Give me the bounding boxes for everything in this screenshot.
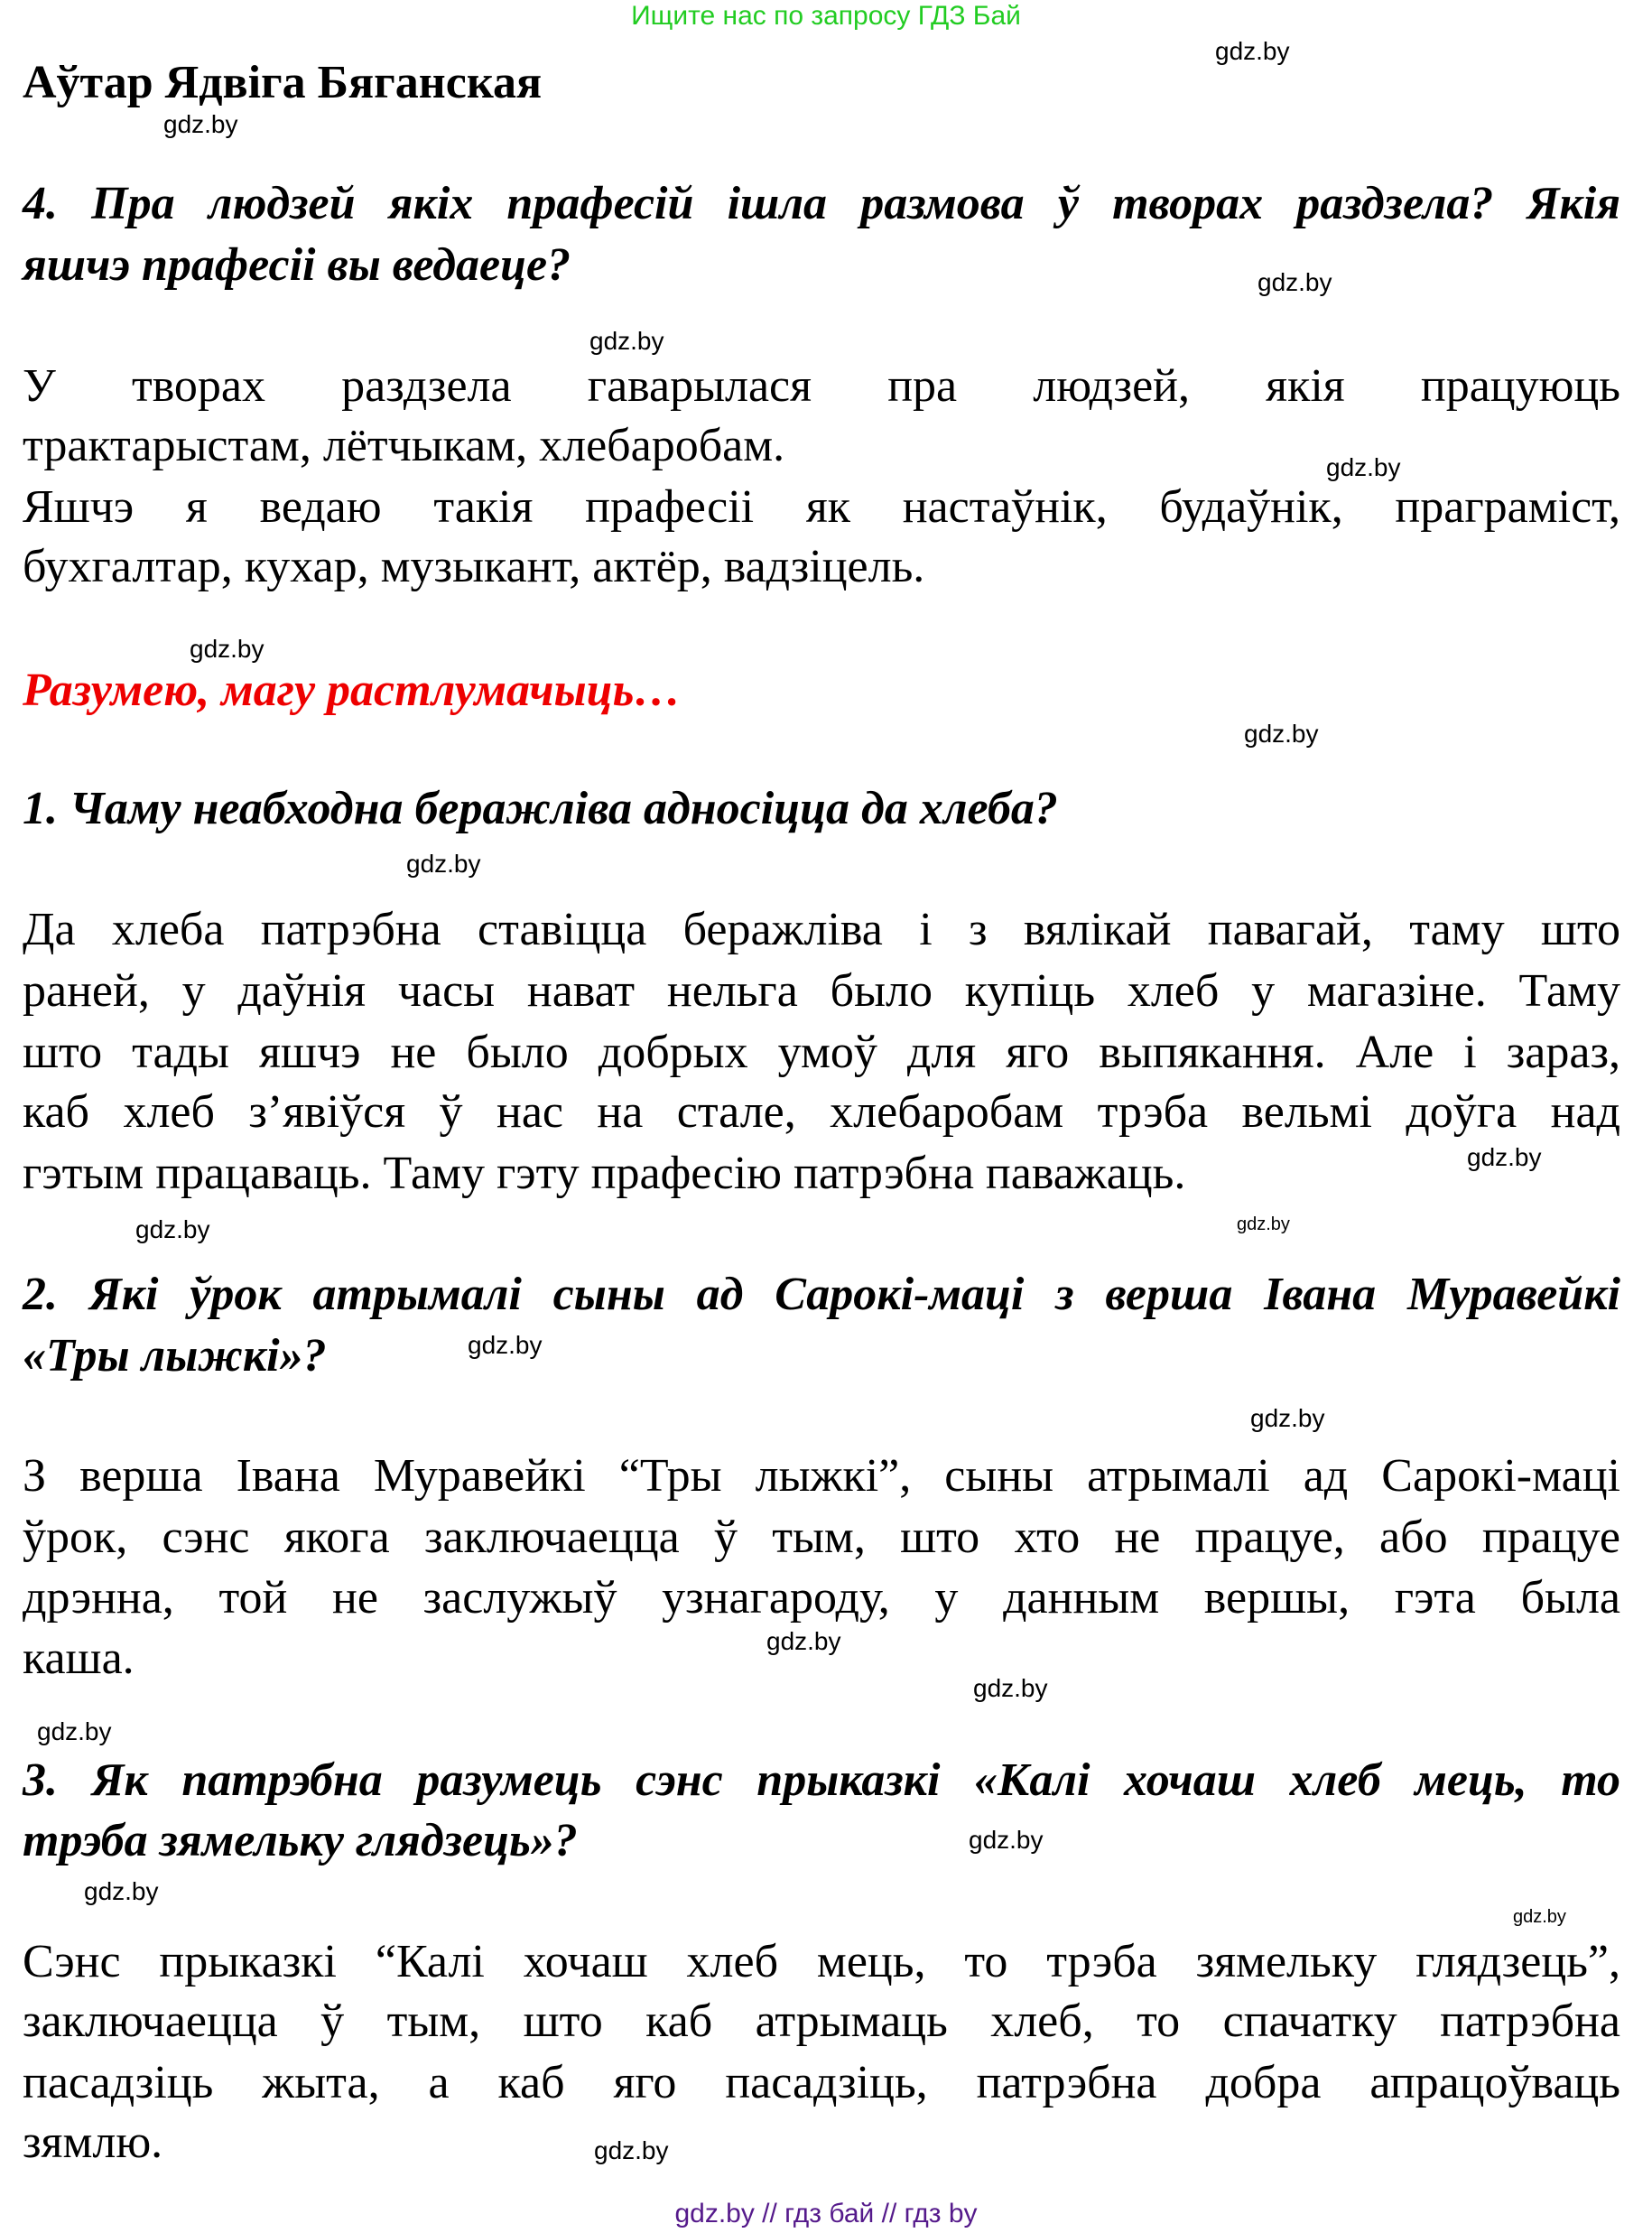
watermark: gdz.by [84, 1877, 159, 1905]
watermark: gdz.by [589, 327, 664, 355]
answer-3-line: зямлю. [23, 2117, 163, 2168]
question-4-line: 4. Пра людзей якіх прафесій ішла размова ў творах раздзела? Якія [23, 178, 1620, 229]
question-1-line: 1. Чаму неабходна беражліва адносіцца да хлеба? [23, 783, 1058, 834]
watermark: gdz.by [1258, 268, 1332, 296]
watermark: gdz.by [406, 850, 481, 878]
answer-1-line: гэтым працаваць. Таму гэту прафесію патрэбна паважаць. [23, 1148, 1186, 1199]
answer-1-line: Да хлеба патрэбна ставіцца беражліва і з вялікай павагай, таму што [23, 904, 1620, 955]
watermark: gdz.by [1244, 720, 1319, 748]
answer-4-line: Яшчэ я ведаю такія прафесіі як настаўнік, будаўнік, праграміст, [23, 481, 1620, 533]
watermark: gdz.by [1250, 1404, 1325, 1432]
author-title: Аўтар Ядвіга Бяганская [23, 57, 543, 108]
answer-2-line: З верша Івана Муравейкі “Тры лыжкі”, сыны атрымалі ад Сарокі-маці [23, 1450, 1620, 1502]
answer-3-line: пасадзіць жыта, а каб яго пасадзіць, патрэбна добра апрацоўваць [23, 2057, 1620, 2108]
answer-1-line: што тады яшчэ не было добрых умоў для яго выпякання. Але і зараз, [23, 1027, 1620, 1078]
watermark: gdz.by [163, 110, 238, 138]
watermark: gdz.by [135, 1215, 210, 1243]
answer-3-line: Сэнс прыказкі “Калі хочаш хлеб мець, то трэба зямельку глядзець”, [23, 1936, 1620, 1987]
answer-4-line: трактарыстам, лётчыкам, хлебаробам. [23, 420, 785, 471]
watermark: gdz.by [468, 1331, 543, 1359]
watermark: gdz.by [1215, 37, 1290, 65]
watermark: gdz.by [37, 1717, 112, 1745]
answer-3-line: заключаецца ў тым, што каб атрымаць хлеб, то спачатку патрэбна [23, 1996, 1620, 2047]
watermark: gdz.by [973, 1674, 1048, 1702]
watermark: gdz.by [766, 1627, 841, 1655]
answer-2-line: дрэнна, той не заслужыў узнагароду, у данным вершы, гэта была [23, 1572, 1620, 1624]
answer-4-line: У творах раздзела гаварылася пра людзей, якія працуюць [23, 360, 1620, 412]
question-4-line: яшчэ прафесіі вы ведаеце? [23, 239, 571, 291]
watermark: gdz.by [969, 1826, 1044, 1854]
question-2-line: «Тры лыжкі»? [23, 1330, 327, 1382]
section-heading: Разумею, магу растлумачыць… [23, 665, 682, 716]
answer-1-line: раней, у даўнія часы нават нельга было купіць хлеб у магазіне. Таму [23, 965, 1620, 1017]
answer-1-line: каб хлеб з’явіўся ў нас на стале, хлебаробам трэба вельмі доўга над [23, 1086, 1620, 1138]
question-3-line: трэба зямельку глядзець»? [23, 1815, 578, 1866]
answer-2-line: каша. [23, 1633, 135, 1684]
watermark: gdz.by [1237, 1214, 1290, 1234]
watermark: gdz.by [1513, 1907, 1566, 1927]
watermark: gdz.by [1467, 1143, 1542, 1171]
question-2-line: 2. Які ўрок атрымалі сыны ад Сарокі-маці з верша Івана Муравейкі [23, 1269, 1620, 1320]
answer-2-line: ўрок, сэнс якога заключаецца ў тым, што хто не працуе, або працуе [23, 1512, 1620, 1563]
watermark: gdz.by [1326, 453, 1401, 481]
footer-links[interactable]: gdz.by // гдз бай // гдз by [674, 2199, 978, 2228]
answer-4-line: бухгалтар, кухар, музыкант, актёр, вадзіцель. [23, 541, 925, 592]
question-3-line: 3. Як патрэбна разумець сэнс прыказкі «Калі хочаш хлеб мець, то [23, 1754, 1620, 1806]
watermark: gdz.by [190, 635, 265, 663]
watermark: gdz.by [594, 2136, 669, 2164]
search-banner: Ищите нас по запросу ГДЗ Бай [631, 1, 1021, 31]
